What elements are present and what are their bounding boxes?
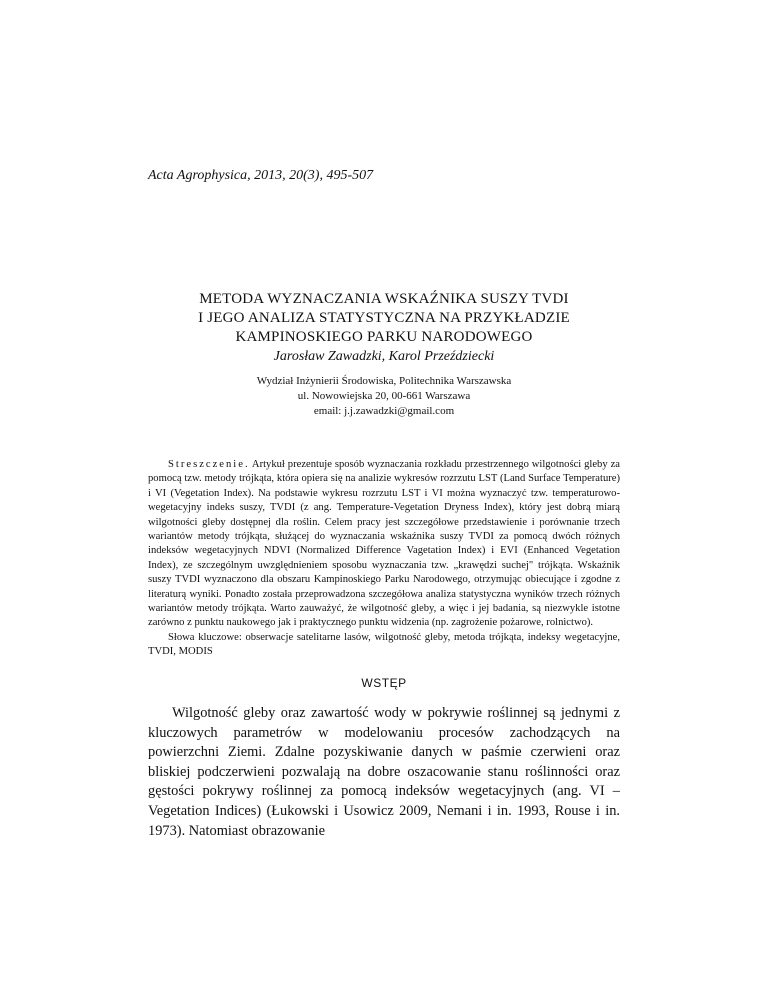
paper-title <box>120 290 648 347</box>
body-paragraph: Wilgotność gleby oraz zawartość wody w pokrywie roślinnej są jednymi z kluczowych parametrów w modelowaniu procesów zachodzących na powierzchni Ziemi. Zdalne pozyskiwanie danych w paśmie czerwieni oraz bliskiej podczerwieni pozwalają na dobre oszacowanie stanu roślinności oraz gęstości pokrywy roślinnej za pomocą indeksów wegetacyjnych (ang. VI – Vegetation Indices) (Łukowski i Usowicz 2009, Nemani i in. 1993, Rouse i in. 1973). Natomiast obrazowanie <box>148 705 620 839</box>
affiliation-line-2: ul. Nowowiejska 20, 00-661 Warszawa <box>297 390 471 402</box>
authors: Jarosław Zawadzki, Karol Przeździecki <box>273 349 495 364</box>
abstract <box>148 458 620 660</box>
title-line-2: I JEGO ANALIZA STATYSTYCZNA NA PRZYKŁADZIE <box>198 310 570 326</box>
title-line-1: METODA WYZNACZANIA WSKAŹNIKA SUSZY TVDI <box>199 291 569 307</box>
affiliation <box>120 374 648 419</box>
body-text <box>148 704 620 841</box>
abstract-text: Artykuł prezentuje sposób wyznaczania rozkładu przestrzennego wilgotności gleby za pomocą tzw. metody trójkąta, która opiera się na analizie wykresów rozrzutu LST (Land Surface Temperature) i VI (Vegetation Index). Na podstawie wykresu rozrzutu LST i VI można wyznaczyć tzw. temperaturowo-wegetacyjny indeks suszy, TVDI (z ang. Temperature-Vegetation Dryness Index), który jest dobrą miarą wilgotności gleby dostępnej dla roślin. Celem pracy jest szczegółowe przedstawienie i porównanie trzech wariantów metody trójkąta, służącej do wyznaczania wskaźnika suszy TVDI za pomocą dwóch różnych indeksów wegetacyjnych NDVI (Normalized Difference Vagetation Index) i EVI (Enhanced Vegetation Index), ze szczególnym uwzględnieniem sposobu wyznaczania tzw. „krawędzi suchej" trójkąta. Wskaźnik suszy TVDI wyznaczono dla obszaru Kampinoskiego Parku Narodowego, otrzymując obiecujące i zgodne z literaturą wyniki. Ponadto została przeprowadzona szczegółowa analiza statystyczna wyników trzech różnych wariantów metody trójkąta. Warto zauważyć, że wilgotność gleby, a więc i jej badania, są niezwykle istotne zarówno z punktu naukowego jak i praktycznego punktu widzenia (np. zagrożenie pożarowe, rolnictwo). <box>148 459 620 629</box>
title-line-3: KAMPINOSKIEGO PARKU NARODOWEGO <box>235 329 533 345</box>
abstract-label: Streszczenie. <box>168 459 250 470</box>
keywords: Słowa kluczowe: obserwacje satelitarne lasów, wilgotność gleby, metoda trójkąta, indeksy wegetacyjne, TVDI, MODIS <box>148 631 620 658</box>
affiliation-line-1: Wydział Inżynierii Środowiska, Politechnika Warszawska <box>256 375 512 387</box>
section-heading: WSTĘP <box>361 676 407 690</box>
journal-reference: Acta Agrophysica, 2013, 20(3), 495-507 <box>148 168 374 183</box>
affiliation-email: email: j.j.zawadzki@gmail.com <box>313 405 455 417</box>
abstract-paragraph <box>148 458 620 631</box>
